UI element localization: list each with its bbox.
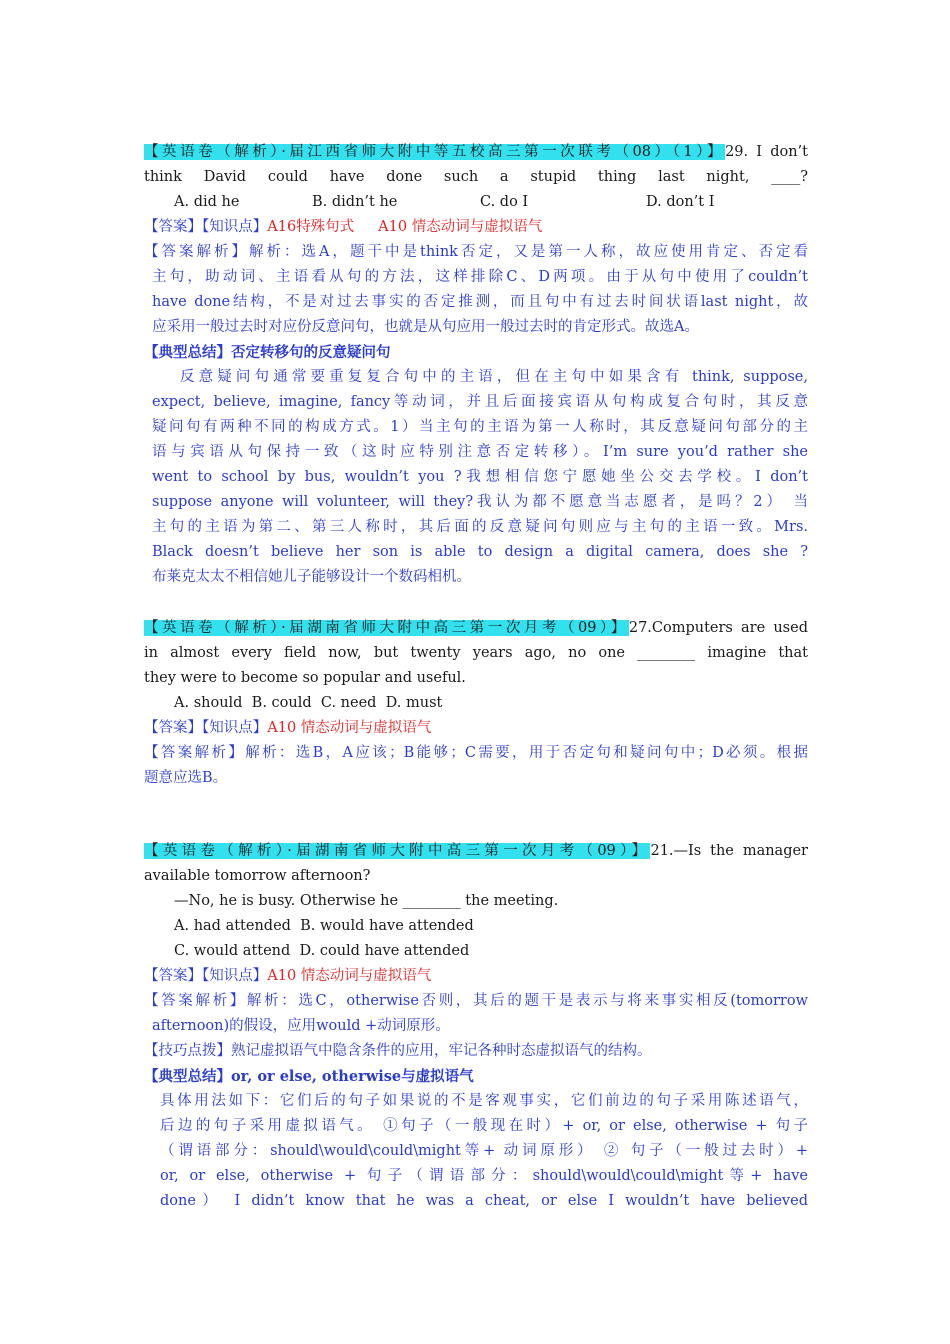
- options-row: C. would attend D. could have attended: [174, 943, 470, 959]
- summary-line: suppose anyone will volunteer, will they?我认为都不愿意当志愿者，是吗？2） 当: [152, 494, 808, 510]
- option-a: A. did he: [174, 194, 240, 210]
- question-stem: 29. I don’t: [725, 144, 808, 160]
- analysis-line: 题意应选B。: [144, 770, 228, 786]
- question-stem-line: they were to become so popular and useful.: [144, 670, 466, 686]
- question-stem-line: in almost every field now, but twenty years ago, no one ________ imagine that: [144, 645, 808, 661]
- summary-line: 布莱克太太不相信她儿子能够设计一个数码相机。: [152, 569, 471, 585]
- analysis-label: 【答案解析】: [144, 993, 247, 1009]
- knowledge-point: A10 情态动词与虚拟语气: [267, 968, 432, 984]
- summary-line: went to school by bus, wouldn’t you ?我想相信您宁愿她坐公交去学校。I don’t: [152, 469, 808, 485]
- options-row: A. should B. could C. need D. must: [174, 695, 443, 711]
- question-stem-line: —No, he is busy. Otherwise he ________ the meeting.: [174, 893, 559, 909]
- question-block-27: [144, 616, 808, 791]
- summary-title: or, or else, otherwise与虚拟语气: [231, 1068, 474, 1085]
- analysis-line: 【答案解析】解析：选B，A应该；B能够；C需要，用于否定句和疑问句中；D必须。根据: [144, 745, 808, 761]
- summary-line: 具体用法如下：它们后的句子如果说的不是客观事实，它们前边的句子采用陈述语气，: [160, 1093, 808, 1109]
- analysis-line: afternoon)的假设，应用would +动词原形。: [152, 1018, 450, 1034]
- question-header-line: [144, 839, 808, 864]
- document-page: [144, 140, 808, 1214]
- answer-line: [144, 716, 808, 741]
- knowledge-point: A10 情态动词与虚拟语气: [378, 219, 543, 235]
- summary-heading: 【典型总结】or, or else, otherwise与虚拟语气: [144, 1068, 474, 1085]
- analysis-line: have done结构，不是对过去事实的否定推测，而且句中有过去时间状语last night，故: [152, 294, 808, 310]
- answer-label: 【答案】【知识点】: [144, 219, 268, 235]
- analysis-line: 应采用一般过去时对应份反意问句，也就是从句应用一般过去时的肯定形式。故选A。: [152, 319, 699, 335]
- question-stem-line: think David could have done such a stupid thing last night, ____?: [144, 169, 808, 185]
- option-b: B. didn’t he: [312, 194, 398, 210]
- question-header-line: [144, 140, 808, 165]
- summary-line: 疑问句有两种不同的构成方式。1）当主句的主语为第一人称时，其反意疑问句部分的主: [152, 419, 808, 435]
- analysis-line: 【答案解析】解析：选A，题干中是think否定，又是第一人称，故应使用肯定、否定看: [144, 244, 808, 260]
- option-d: D. don’t I: [646, 194, 715, 210]
- summary-line: Black doesn’t believe her son is able to design a digital camera, does she ?: [152, 544, 808, 560]
- answer-label: 【答案】【知识点】: [144, 720, 268, 736]
- analysis-label: 【答案解析】: [144, 745, 246, 761]
- question-stem: 27.Computers are used: [628, 620, 808, 636]
- question-block-21: [144, 839, 808, 1214]
- options-row: A. had attended B. would have attended: [174, 918, 474, 934]
- summary-title: 否定转移句的反意疑问句: [231, 344, 391, 361]
- question-header-line: [144, 616, 808, 641]
- summary-line: 后边的句子采用虚拟语气。 ①句子（一般现在时）+ or, or else, otherwise + 句子: [160, 1118, 808, 1134]
- analysis-line: 主句，助动词、主语看从句的方法，这样排除C、D两项。由于从句中使用了couldn’t: [152, 269, 808, 285]
- summary-line: done） I didn’t know that he was a cheat, or else I wouldn’t have believed: [160, 1193, 808, 1209]
- source-header: 【英语卷（解析）·届江西省师大附中等五校高三第一次联考（08）（1）】: [144, 144, 726, 160]
- knowledge-point: A16特殊句式: [267, 219, 355, 235]
- summary-line: expect, believe, imagine, fancy等动词，并且后面接宾语从句构成复合句时，其反意: [152, 394, 808, 410]
- answer-line: [144, 215, 808, 240]
- summary-heading: 【典型总结】否定转移句的反意疑问句: [144, 344, 391, 361]
- answer-label: 【答案】【知识点】: [144, 968, 268, 984]
- answer-line: [144, 964, 808, 989]
- summary-line: 主句的主语为第二、第三人称时，其后面的反意疑问句则应与主句的主语一致。Mrs.: [152, 519, 808, 535]
- tip-text: 熟记虚拟语气中隐含条件的应用，牢记各种时态虚拟语气的结构。: [231, 1043, 652, 1059]
- analysis-line: 【答案解析】解析：选C，otherwise否则，其后的题干是表示与将来事实相反(tomorrow: [144, 993, 808, 1009]
- tip-label: 【技巧点拨】: [144, 1043, 231, 1059]
- option-c: C. do I: [480, 194, 529, 210]
- summary-line: （谓语部分：should\would\could\might等+ 动词原形） ② 句子（一般过去时）+: [160, 1143, 808, 1159]
- analysis-label: 【答案解析】: [144, 244, 250, 260]
- summary-line: 反意疑问句通常要重复复合句中的主语，但在主句中如果含有 think, suppose,: [180, 369, 808, 385]
- source-header: 【英语卷（解析）·届湖南省师大附中高三第一次月考（09）】: [144, 843, 651, 859]
- options-row: [144, 190, 808, 215]
- question-stem: 21.—Is the manager: [650, 843, 808, 859]
- knowledge-point: A10 情态动词与虚拟语气: [267, 720, 432, 736]
- tip-line: [144, 1039, 808, 1064]
- question-block-29: [144, 140, 808, 590]
- summary-line: 语与宾语从句保持一致（这时应特别注意否定转移）。I’m sure you’d rather she: [152, 444, 808, 460]
- question-stem-line: available tomorrow afternoon?: [144, 868, 371, 884]
- source-header: 【英语卷（解析）·届湖南省师大附中高三第一次月考（09）】: [144, 620, 629, 636]
- summary-line: or, or else, otherwise + 句子（谓语部分：should\would\could\might等+ have: [160, 1168, 808, 1184]
